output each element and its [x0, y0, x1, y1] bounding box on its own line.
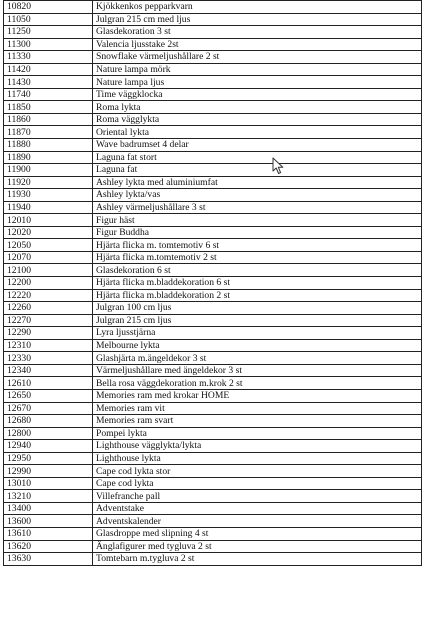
item-code-cell: 10820	[4, 1, 93, 14]
table-row	[4, 126, 422, 139]
table-row	[4, 76, 422, 89]
table-row	[4, 251, 422, 264]
table-row	[4, 465, 422, 478]
item-name-cell: Cape cod lykta stor	[93, 465, 422, 478]
item-name-cell: Roma lykta	[93, 101, 422, 114]
table-row	[4, 515, 422, 528]
item-code-cell: 13630	[4, 553, 93, 566]
item-code-cell: 13400	[4, 502, 93, 515]
item-name-cell: Laguna fat	[93, 164, 422, 177]
item-name-cell: Hjärta flicka m. tomtemotiv 6 st	[93, 239, 422, 252]
item-code-cell: 11890	[4, 151, 93, 164]
table-row	[4, 189, 422, 202]
item-code-cell: 11050	[4, 13, 93, 26]
item-code-cell: 12340	[4, 364, 93, 377]
item-code-cell: 12330	[4, 352, 93, 365]
item-code-cell: 12310	[4, 339, 93, 352]
mouse-cursor-icon	[272, 157, 286, 175]
item-code-cell: 11880	[4, 139, 93, 152]
item-code-cell: 12670	[4, 402, 93, 415]
table-row	[4, 427, 422, 440]
item-name-cell: Lighthouse vägglykta/lykta	[93, 440, 422, 453]
table-row	[4, 164, 422, 177]
item-code-cell: 12650	[4, 389, 93, 402]
table-row	[4, 377, 422, 390]
item-code-cell: 12800	[4, 427, 93, 440]
item-name-cell: Adventstake	[93, 502, 422, 515]
item-name-cell: Memories ram med krokar HOME	[93, 389, 422, 402]
item-code-cell: 12200	[4, 277, 93, 290]
item-name-cell: Tomtebarn m.tygluva 2 st	[93, 553, 422, 566]
item-code-cell: 11420	[4, 63, 93, 76]
item-code-cell: 13010	[4, 477, 93, 490]
item-name-cell: Änglafigurer med tygluva 2 st	[93, 540, 422, 553]
item-name-cell: Julgran 215 cm ljus	[93, 314, 422, 327]
product-table-body	[4, 1, 422, 566]
item-code-cell: 12610	[4, 377, 93, 390]
table-row	[4, 352, 422, 365]
item-code-cell: 12990	[4, 465, 93, 478]
product-table	[3, 0, 422, 566]
item-name-cell: Valencia ljusstake 2st	[93, 38, 422, 51]
table-row	[4, 277, 422, 290]
item-code-cell: 12940	[4, 440, 93, 453]
table-row	[4, 51, 422, 64]
table-row	[4, 88, 422, 101]
item-name-cell: Cape cod lykta	[93, 477, 422, 490]
item-name-cell: Julgran 100 cm ljus	[93, 302, 422, 315]
item-name-cell: Time väggklocka	[93, 88, 422, 101]
item-code-cell: 12220	[4, 289, 93, 302]
table-row	[4, 440, 422, 453]
table-row	[4, 38, 422, 51]
item-code-cell: 13600	[4, 515, 93, 528]
item-name-cell: Hjärta flicka m.bladdekoration 6 st	[93, 277, 422, 290]
item-name-cell: Nature lampa ljus	[93, 76, 422, 89]
table-row	[4, 151, 422, 164]
item-code-cell: 12260	[4, 302, 93, 315]
item-code-cell: 12100	[4, 264, 93, 277]
item-code-cell: 12950	[4, 452, 93, 465]
table-row	[4, 527, 422, 540]
item-name-cell: Memories ram svart	[93, 415, 422, 428]
table-row	[4, 226, 422, 239]
item-name-cell: Lighthouse lykta	[93, 452, 422, 465]
table-row	[4, 239, 422, 252]
item-name-cell: Glashjärta m.ängeldekor 3 st	[93, 352, 422, 365]
item-code-cell: 11870	[4, 126, 93, 139]
item-name-cell: Kjökkenkos pepparkvarn	[93, 1, 422, 14]
table-row	[4, 176, 422, 189]
item-name-cell: Snowflake värmeljushållare 2 st	[93, 51, 422, 64]
table-row	[4, 452, 422, 465]
item-name-cell: Ashley lykta med aluminiumfat	[93, 176, 422, 189]
item-code-cell: 13620	[4, 540, 93, 553]
item-code-cell: 12070	[4, 251, 93, 264]
item-code-cell: 12270	[4, 314, 93, 327]
table-row	[4, 101, 422, 114]
item-name-cell: Hjärta flicka m.tomtemotiv 2 st	[93, 251, 422, 264]
table-row	[4, 364, 422, 377]
table-row	[4, 13, 422, 26]
item-name-cell: Villefranche pall	[93, 490, 422, 503]
item-code-cell: 13210	[4, 490, 93, 503]
item-code-cell: 11330	[4, 51, 93, 64]
item-name-cell: Glasdroppe med slipning 4 st	[93, 527, 422, 540]
table-row	[4, 314, 422, 327]
item-code-cell: 11900	[4, 164, 93, 177]
item-name-cell: Figur häst	[93, 214, 422, 227]
item-code-cell: 12020	[4, 226, 93, 239]
item-name-cell: Wave badrumset 4 delar	[93, 139, 422, 152]
table-row	[4, 1, 422, 14]
item-code-cell: 12050	[4, 239, 93, 252]
item-name-cell: Pompei lykta	[93, 427, 422, 440]
item-name-cell: Ashley värmeljushållare 3 st	[93, 201, 422, 214]
table-row	[4, 553, 422, 566]
table-row	[4, 214, 422, 227]
table-row	[4, 540, 422, 553]
item-name-cell: Värmeljushållare med ängeldekor 3 st	[93, 364, 422, 377]
item-name-cell: Hjärta flicka m.bladdekoration 2 st	[93, 289, 422, 302]
table-row	[4, 26, 422, 39]
item-code-cell: 11920	[4, 176, 93, 189]
table-row	[4, 490, 422, 503]
item-code-cell: 11860	[4, 113, 93, 126]
item-name-cell: Figur Buddha	[93, 226, 422, 239]
item-name-cell: Roma vägglykta	[93, 113, 422, 126]
item-code-cell: 12010	[4, 214, 93, 227]
item-name-cell: Adventskalender	[93, 515, 422, 528]
table-row	[4, 477, 422, 490]
item-name-cell: Julgran 215 cm med ljus	[93, 13, 422, 26]
table-row	[4, 302, 422, 315]
table-row	[4, 402, 422, 415]
table-row	[4, 502, 422, 515]
item-code-cell: 11930	[4, 189, 93, 202]
item-code-cell: 11940	[4, 201, 93, 214]
item-name-cell: Glasdekoration 3 st	[93, 26, 422, 39]
item-name-cell: Melbourne lykta	[93, 339, 422, 352]
item-code-cell: 11300	[4, 38, 93, 51]
table-row	[4, 327, 422, 340]
table-row	[4, 339, 422, 352]
item-code-cell: 13610	[4, 527, 93, 540]
item-name-cell: Lyra ljusstjärna	[93, 327, 422, 340]
item-name-cell: Glasdekoration 6 st	[93, 264, 422, 277]
item-code-cell: 11250	[4, 26, 93, 39]
table-row	[4, 289, 422, 302]
item-code-cell: 11740	[4, 88, 93, 101]
table-row	[4, 201, 422, 214]
item-name-cell: Memories ram vit	[93, 402, 422, 415]
item-code-cell: 12290	[4, 327, 93, 340]
item-name-cell: Oriental lykta	[93, 126, 422, 139]
table-row	[4, 113, 422, 126]
table-row	[4, 264, 422, 277]
item-name-cell: Ashley lykta/vas	[93, 189, 422, 202]
item-code-cell: 11850	[4, 101, 93, 114]
table-row	[4, 389, 422, 402]
item-name-cell: Bella rosa väggdekoration m.krok 2 st	[93, 377, 422, 390]
table-row	[4, 139, 422, 152]
item-code-cell: 12680	[4, 415, 93, 428]
table-row	[4, 415, 422, 428]
item-name-cell: Laguna fat stort	[93, 151, 422, 164]
table-row	[4, 63, 422, 76]
item-name-cell: Nature lampa mörk	[93, 63, 422, 76]
item-code-cell: 11430	[4, 76, 93, 89]
